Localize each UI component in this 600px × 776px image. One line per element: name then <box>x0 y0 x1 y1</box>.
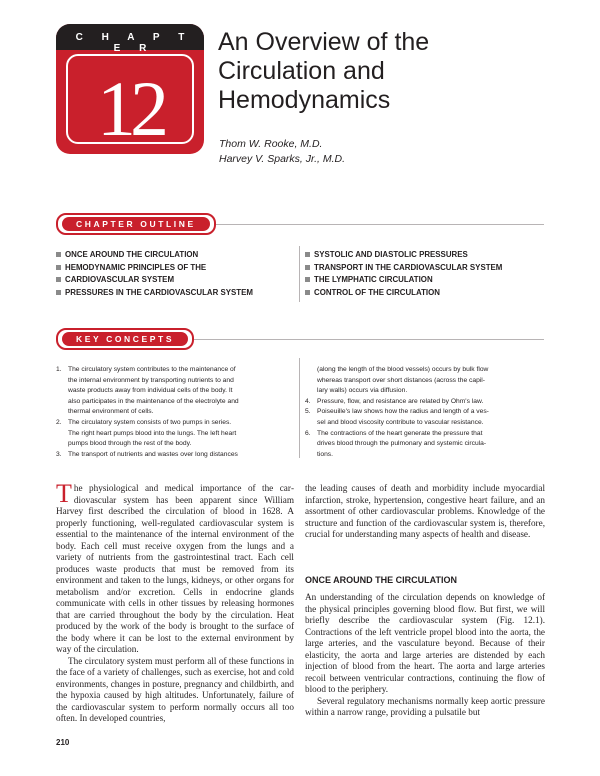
outline-item: CONTROL OF THE CIRCULATION <box>305 287 545 300</box>
key-concepts-left <box>56 365 292 460</box>
body-column-right-section <box>305 592 545 719</box>
outline-item: ONCE AROUND THE CIRCULATION <box>56 249 294 262</box>
body-column-left <box>56 479 294 725</box>
drop-cap: T <box>56 479 72 508</box>
key-concept: 4. Pressure, flow, and resistance are related by Ohm's law. <box>305 397 484 405</box>
body-paragraph: Several regulatory mechanisms normally keep aortic pressure within a narrow range, providing a pulsatile but <box>305 695 545 717</box>
chapter-number: 12 <box>97 65 163 152</box>
outline-right-list <box>305 249 545 300</box>
body-column-right <box>305 483 545 541</box>
body-paragraph: The circulatory system must perform all of these functions in the face of a variety of challenges, such as exercise, hot and cold environments, changes in posture, pregnancy and childbirth, and the hypoxia caused by high altitudes. Unfortunately, failure of the cardiovascular system to perform normally occurs all too often. In developed countries, <box>56 655 294 723</box>
section-heading: ONCE AROUND THE CIRCULATION <box>305 575 457 585</box>
outline-item: THE LYMPHATIC CIRCULATION <box>305 274 545 287</box>
outline-heading-tab <box>56 213 216 235</box>
body-paragraph: the leading causes of death and morbidity include myocardial infarction, stroke, hypertension, congestive heart failure, and an assortment of other cardiovascular problems. Knowledge of the structure and function of the cardiovascular system is, therefore, crucial for understanding many aspects of health and disease. <box>305 483 545 539</box>
outline-heading: CHAPTER OUTLINE <box>62 217 210 231</box>
key-concepts-heading: KEY CONCEPTS <box>62 332 188 346</box>
chapter-title: An Overview of the Circulation and Hemodynamics <box>218 28 430 114</box>
key-concepts-divider <box>299 358 300 458</box>
chapter-number-plate <box>66 54 194 152</box>
key-concept-continued: (along the length of the blood vessels) occurs by bulk flow whereas transport over short distances (across the capil- lary walls) occurs via diffusion. <box>317 366 489 395</box>
chapter-label: C H A P T E R <box>75 32 193 54</box>
outline-divider <box>299 246 300 302</box>
outline-item: PRESSURES IN THE CARDIOVASCULAR SYSTEM <box>56 287 294 300</box>
outline-item: HEMODYNAMIC PRINCIPLES OF THE <box>56 262 294 275</box>
key-concept: 6. The contractions of the heart generate the pressure that drives blood through the pulmonary and systemic circula- tions. <box>305 429 487 458</box>
page-number: 210 <box>56 738 70 747</box>
outline-item: SYSTOLIC AND DIASTOLIC PRESSURES <box>305 249 545 262</box>
key-concept: 2. The circulatory system consists of two pumps in series. The right heart pumps blood into the lungs. The left heart pumps blood through the rest of the body. <box>56 418 237 448</box>
author-2: Harvey V. Sparks, Jr., M.D. <box>219 153 346 165</box>
author-1: Thom W. Rooke, M.D. <box>219 138 323 150</box>
outline-item: TRANSPORT IN THE CARDIOVASCULAR SYSTEM <box>305 262 545 275</box>
chapter-badge <box>56 24 204 154</box>
key-concept: 5. Poiseuille's law shows how the radius and length of a ves- sel and blood viscosity contribute to vascular resistance. <box>305 408 489 426</box>
body-paragraph: The physiological and medical importance of the cardiovascular system has been apparent since William Harvey first described the circulation of blood in 1628. A properly functioning, well-regulated cardiovascular system is essential to the maintenance of the internal environment of the body. Each cell must receive oxygen from the lungs and a variety of nutrients from the gastrointestinal tract. Each cell produces waste products that must be removed from its environment and taken to the lungs, kidneys, or other organs for metabolism and/or excretion. Cells in endocrine glands communicate with cells in other tissues by releasing hormones that are carried throughout the body by the circulation. Heat produced by the work of the body is brought to the surface of the body where it can be lost to the external environment by way of the circulation. <box>56 479 294 654</box>
body-paragraph: An understanding of the circulation depends on knowledge of the physical principles governing blood flow. But first, we will briefly describe the cardiovascular system (Fig. 12.1). Contractions of the left ventricle propel blood into the aorta, the large arteries, and the vasculature beyond. Because of their elasticity, the aorta and large arteries are distended by each injection of blood from the heart. The aorta and large arteries recoil between ventricular contractions, continuing the flow of blood to the periphery. <box>305 592 545 694</box>
key-concepts-heading-tab <box>56 328 194 350</box>
outline-item: CARDIOVASCULAR SYSTEM <box>56 274 294 287</box>
key-concept: 1. The circulatory system contributes to the maintenance of the internal environment by transporting nutrients to and waste products away from individual cells of the body. It also participates in the maintenance of the electrolyte and thermal environment of cells. <box>56 366 239 416</box>
outline-left-list <box>56 249 294 300</box>
key-concept: 3. The transport of nutrients and wastes over long distances <box>56 450 238 458</box>
key-concepts-right <box>305 365 545 460</box>
